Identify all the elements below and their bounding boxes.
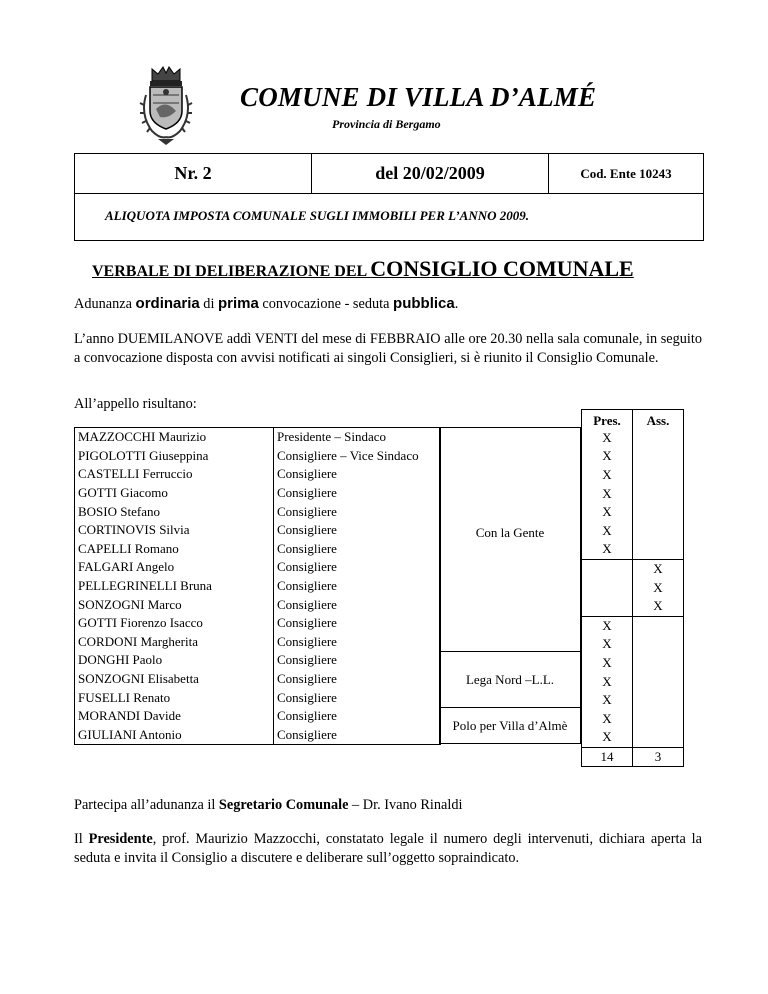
member-row: [75, 688, 441, 707]
attendance-row: [582, 616, 684, 635]
attendance-row: [582, 728, 684, 747]
member-role: Consigliere: [274, 502, 441, 521]
absent-mark: [633, 635, 684, 654]
present-mark: X: [582, 672, 633, 691]
member-role: Consigliere: [274, 633, 441, 652]
present-mark: X: [582, 429, 633, 448]
member-row: [75, 726, 441, 745]
member-name: GOTTI Fiorenzo Isacco: [75, 614, 274, 633]
adunanza-convocation: prima: [218, 295, 259, 312]
adunanza-text: Adunanza: [74, 296, 136, 312]
attendance-row: [582, 484, 684, 503]
member-row: [75, 633, 441, 652]
present-mark: X: [582, 728, 633, 747]
present-mark: X: [582, 466, 633, 485]
member-role: Consigliere: [274, 688, 441, 707]
present-header: Pres.: [582, 410, 633, 429]
group-divider: [440, 651, 580, 652]
attendance-row: [582, 654, 684, 673]
member-row: [75, 521, 441, 540]
adunanza-text: convocazione - seduta: [258, 296, 394, 312]
attendance-row: [582, 540, 684, 559]
absent-mark: X: [633, 578, 684, 597]
total-present: 14: [582, 747, 633, 767]
secretary-line: [74, 796, 702, 815]
member-role: Consigliere: [274, 484, 441, 503]
absent-mark: [633, 540, 684, 559]
president-text: Il: [74, 831, 89, 847]
absent-mark: [633, 710, 684, 729]
verbale-heading-part2: CONSIGLIO COMUNALE: [370, 256, 634, 281]
president-text: , prof. Maurizio Mazzocchi, constatato legale il numero degli intervenuti, dichiara aperta la seduta e invita il Consiglio a discutere e deliberare sull’oggetto sopraindicato.: [74, 831, 702, 866]
page-subtitle: Provincia di Bergamo: [332, 117, 441, 131]
attendance-row: [582, 522, 684, 541]
present-mark: X: [582, 484, 633, 503]
group-label: Con la Gente: [475, 525, 545, 540]
member-row: [75, 614, 441, 633]
adunanza-text: .: [454, 296, 459, 312]
absent-mark: [633, 466, 684, 485]
member-role: Consigliere: [274, 558, 441, 577]
secretary-text: Partecipa all’adunanza il: [74, 797, 219, 813]
member-name: SONZOGNI Marco: [75, 595, 274, 614]
group-label: Polo per Villa d’Almè: [452, 718, 568, 733]
member-role: Consigliere: [274, 614, 441, 633]
deliberation-subject: ALIQUOTA IMPOSTA COMUNALE SUGLI IMMOBILI PER L’ANNO 2009.: [105, 208, 530, 223]
ente-code: Cod. Ente 10243: [580, 165, 672, 181]
attendance-row: [582, 447, 684, 466]
adunanza-line: [74, 295, 702, 314]
member-name: CASTELLI Ferruccio: [75, 465, 274, 484]
president-role: Presidente: [88, 831, 153, 847]
attendance-row: [582, 559, 684, 578]
attendance-row: [582, 635, 684, 654]
attendance-row: [582, 429, 684, 448]
appello-label: All’appello risultano:: [74, 396, 197, 412]
member-role: Consigliere: [274, 651, 441, 670]
attendance-row: [582, 691, 684, 710]
present-mark: X: [582, 447, 633, 466]
attendance-row: [582, 710, 684, 729]
member-name: DONGHI Paolo: [75, 651, 274, 670]
deliberation-info-box: [74, 153, 704, 241]
member-name: CORDONI Margherita: [75, 633, 274, 652]
deliberation-number: Nr. 2: [75, 154, 312, 193]
present-mark: [582, 559, 633, 578]
deliberation-date: del 20/02/2009: [312, 154, 549, 193]
member-role: Consigliere: [274, 595, 441, 614]
attendance-row: [582, 503, 684, 522]
absent-mark: X: [633, 597, 684, 616]
member-row: [75, 577, 441, 596]
attendance-header-row: [582, 410, 684, 429]
present-mark: X: [582, 710, 633, 729]
present-mark: X: [582, 635, 633, 654]
attendance-row: [582, 466, 684, 485]
member-row: [75, 484, 441, 503]
group-divider: [440, 707, 580, 708]
present-mark: X: [582, 540, 633, 559]
attendance-total-row: [582, 747, 684, 767]
adunanza-session: pubblica: [393, 295, 455, 312]
member-row: [75, 651, 441, 670]
total-absent: 3: [633, 747, 684, 767]
president-paragraph: [74, 830, 702, 867]
member-row: [75, 558, 441, 577]
member-row: [75, 707, 441, 726]
verbale-heading-part1: VERBALE DI DELIBERAZIONE DEL: [92, 263, 371, 280]
present-mark: X: [582, 691, 633, 710]
intro-paragraph: L’anno DUEMILANOVE addì VENTI del mese di FEBBRAIO alle ore 20.30 nella sala comunale, in seguito a convocazione disposta con avvisi notificati ai singoli Consiglieri, si è riunito il Consiglio Comunale.: [74, 331, 702, 366]
absent-mark: [633, 503, 684, 522]
member-name: GIULIANI Antonio: [75, 726, 274, 745]
roll-call-attendance-table: [581, 409, 684, 767]
member-name: CAPELLI Romano: [75, 540, 274, 559]
group-label: Lega Nord –L.L.: [465, 672, 555, 687]
member-name: BOSIO Stefano: [75, 502, 274, 521]
member-role: Consigliere: [274, 707, 441, 726]
present-mark: [582, 578, 633, 597]
member-role: Consigliere: [274, 521, 441, 540]
absent-mark: X: [633, 559, 684, 578]
member-role: Consigliere: [274, 465, 441, 484]
roll-call-names-table: [74, 427, 441, 745]
member-row: [75, 428, 441, 447]
member-name: PELLEGRINELLI Bruna: [75, 577, 274, 596]
member-row: [75, 670, 441, 689]
present-mark: X: [582, 522, 633, 541]
member-row: [75, 540, 441, 559]
adunanza-text: di: [199, 296, 218, 312]
member-role: Consigliere: [274, 577, 441, 596]
absent-mark: [633, 447, 684, 466]
attendance-row: [582, 578, 684, 597]
municipal-crest-icon: [138, 65, 194, 147]
member-name: SONZOGNI Elisabetta: [75, 670, 274, 689]
present-mark: X: [582, 503, 633, 522]
member-role: Consigliere – Vice Sindaco: [274, 447, 441, 466]
member-row: [75, 595, 441, 614]
absent-mark: [633, 691, 684, 710]
absent-mark: [633, 616, 684, 635]
member-name: PIGOLOTTI Giuseppina: [75, 447, 274, 466]
present-mark: X: [582, 654, 633, 673]
absent-mark: [633, 728, 684, 747]
member-name: MORANDI Davide: [75, 707, 274, 726]
absent-mark: [633, 672, 684, 691]
member-name: FUSELLI Renato: [75, 688, 274, 707]
secretary-name: – Dr. Ivano Rinaldi: [348, 797, 463, 813]
member-name: FALGARI Angelo: [75, 558, 274, 577]
absent-mark: [633, 522, 684, 541]
member-row: [75, 465, 441, 484]
secretary-role: Segretario Comunale: [218, 797, 349, 813]
member-name: MAZZOCCHI Maurizio: [75, 428, 274, 447]
absent-mark: [633, 429, 684, 448]
member-row: [75, 502, 441, 521]
member-role: Consigliere: [274, 540, 441, 559]
member-role: Consigliere: [274, 670, 441, 689]
absent-mark: [633, 484, 684, 503]
absent-mark: [633, 654, 684, 673]
verbale-heading: [92, 256, 634, 282]
member-role: Presidente – Sindaco: [274, 428, 441, 447]
member-name: CORTINOVIS Silvia: [75, 521, 274, 540]
present-mark: X: [582, 616, 633, 635]
attendance-row: [582, 672, 684, 691]
member-role: Consigliere: [274, 726, 441, 745]
attendance-row: [582, 597, 684, 616]
absent-header: Ass.: [633, 410, 684, 429]
political-groups-column: [439, 427, 581, 744]
member-name: GOTTI Giacomo: [75, 484, 274, 503]
present-mark: [582, 597, 633, 616]
page-title: COMUNE DI VILLA D’ALMÉ: [240, 82, 597, 112]
adunanza-type: ordinaria: [135, 295, 200, 312]
member-row: [75, 447, 441, 466]
